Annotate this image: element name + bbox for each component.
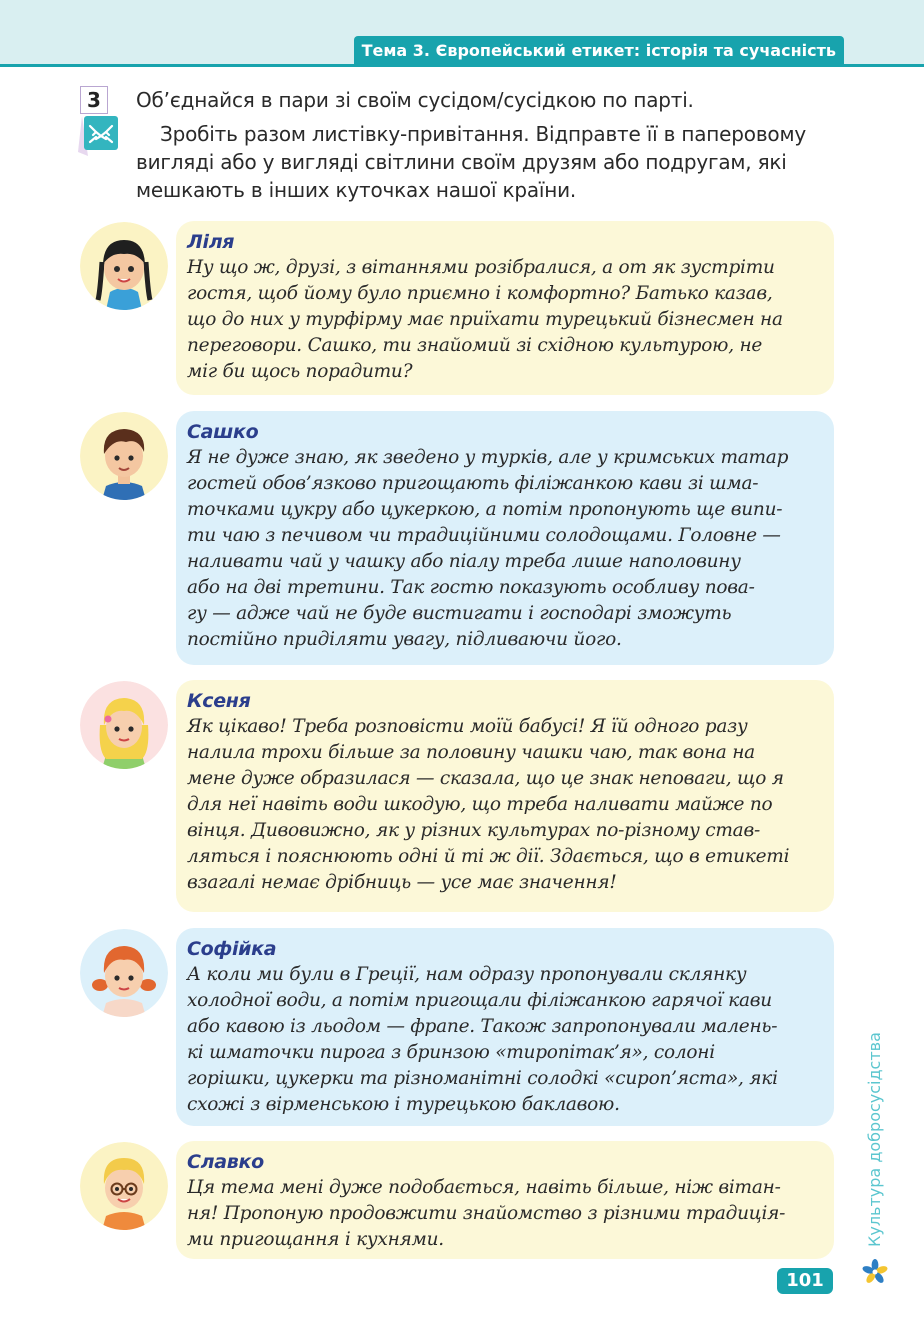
task-description-line: вигляді або у вигляді світлини своїм друзям або подругам, які: [136, 150, 787, 174]
speech-line: мене дуже образилася — сказала, що це знак неповаги, що я: [187, 768, 784, 789]
task-number: 3: [80, 86, 108, 114]
topic-title: Тема 3. Європейський етикет: історія та сучасність: [354, 36, 844, 65]
section-side-label: Культура добросусідства: [865, 1032, 884, 1247]
avatar-sofiika: [80, 929, 168, 1017]
speaker-name: Славко: [187, 1151, 264, 1173]
speech-line: А коли ми були в Греції, нам одразу пропонували склянку: [187, 964, 747, 985]
speech-bubble-slavko: [176, 1141, 834, 1259]
avatar-sashko: [80, 412, 168, 500]
speaker-name: Софійка: [187, 938, 277, 960]
speech-line: Як цікаво! Треба розповісти моїй бабусі! Я їй одного разу: [187, 716, 748, 737]
speech-line: ми пригощання і кухнями.: [187, 1229, 444, 1250]
speech-line: гу — адже чай не буде вистигати і господарі зможуть: [187, 603, 732, 624]
speech-line: ня! Пропоную продовжити знайомство з різними традиція-: [187, 1203, 786, 1224]
speaker-name: Сашко: [187, 421, 259, 443]
speech-bubble-sofiika: [176, 928, 834, 1126]
speech-line: переговори. Сашко, ти знайомий зі східною культурою, не: [187, 335, 763, 356]
speech-bubble-lilia: [176, 221, 834, 395]
speech-line: гостей обов’язково пригощають філіжанкою кави зі шма-: [187, 473, 759, 494]
speech-line: Ну що ж, друзі, з вітаннями розібралися, а от як зустріти: [187, 257, 775, 278]
speech-line: вінця. Дивовижно, як у різних культурах по-різному став-: [187, 820, 760, 841]
avatar-ksenia: [80, 681, 168, 769]
task-description-line: Зробіть разом листівку-привітання. Відправте її в паперовому: [160, 122, 806, 146]
speaker-name: Ліля: [187, 231, 235, 253]
avatar-slavko: [80, 1142, 168, 1230]
speaker-name: Ксеня: [187, 690, 251, 712]
speech-line: або на дві третини. Так гостю показують особливу пова-: [187, 577, 755, 598]
speech-line: що до них у турфірму має приїхати турецький бізнесмен на: [187, 309, 783, 330]
speech-bubble-ksenia: [176, 680, 834, 912]
speech-line: наливати чай у чашку або піалу треба лише наполовину: [187, 551, 741, 572]
avatar-lilia: [80, 222, 168, 310]
speech-line: горішки, цукерки та різноманітні солодкі «сироп’яста», які: [187, 1068, 778, 1089]
speech-line: взагалі немає дрібниць — усе має значення!: [187, 872, 617, 893]
speech-line: кі шматочки пирога з бринзою «тиропітак’я», солоні: [187, 1042, 715, 1063]
speech-line: налила трохи більше за половину чашки чаю, так вона на: [187, 742, 755, 763]
speech-line: або кавою із льодом — фрапе. Також запропонували малень-: [187, 1016, 778, 1037]
speech-line: міг би щось порадити?: [187, 361, 413, 382]
speech-line: Ця тема мені дуже подобається, навіть більше, ніж вітан-: [187, 1177, 781, 1198]
speech-bubble-sashko: [176, 411, 834, 665]
speech-line: ляться і пояснюють одні й ті ж дії. Здається, що в етикеті: [187, 846, 790, 867]
speech-line: холодної води, а потім пригощали філіжанкою гарячої кави: [187, 990, 772, 1011]
speech-line: Я не дуже знаю, як зведено у турків, але у кримських татар: [187, 447, 789, 468]
speech-line: ти чаю з печивом чи традиційними солодощами. Головне —: [187, 525, 781, 546]
speech-line: точками цукру або цукеркою, а потім пропонують ще випи-: [187, 499, 783, 520]
speech-line: схожі з вірменською і турецькою баклавою.: [187, 1094, 620, 1115]
flower-icon: [861, 1258, 889, 1286]
speech-line: постійно приділяти увагу, підливаючи його.: [187, 629, 622, 650]
task-instruction: Об’єднайся в пари зі своїм сусідом/сусідкою по парті.: [136, 88, 694, 112]
page-number: 101: [777, 1268, 833, 1294]
task-description-line: мешкають в інших куточках нашої країни.: [136, 178, 577, 202]
pair-work-hands-icon: [74, 112, 122, 160]
task-description: [136, 120, 836, 204]
speech-line: гостя, щоб йому було приємно і комфортно? Батько казав,: [187, 283, 773, 304]
speech-line: для неї навіть води шкодую, що треба наливати майже по: [187, 794, 773, 815]
